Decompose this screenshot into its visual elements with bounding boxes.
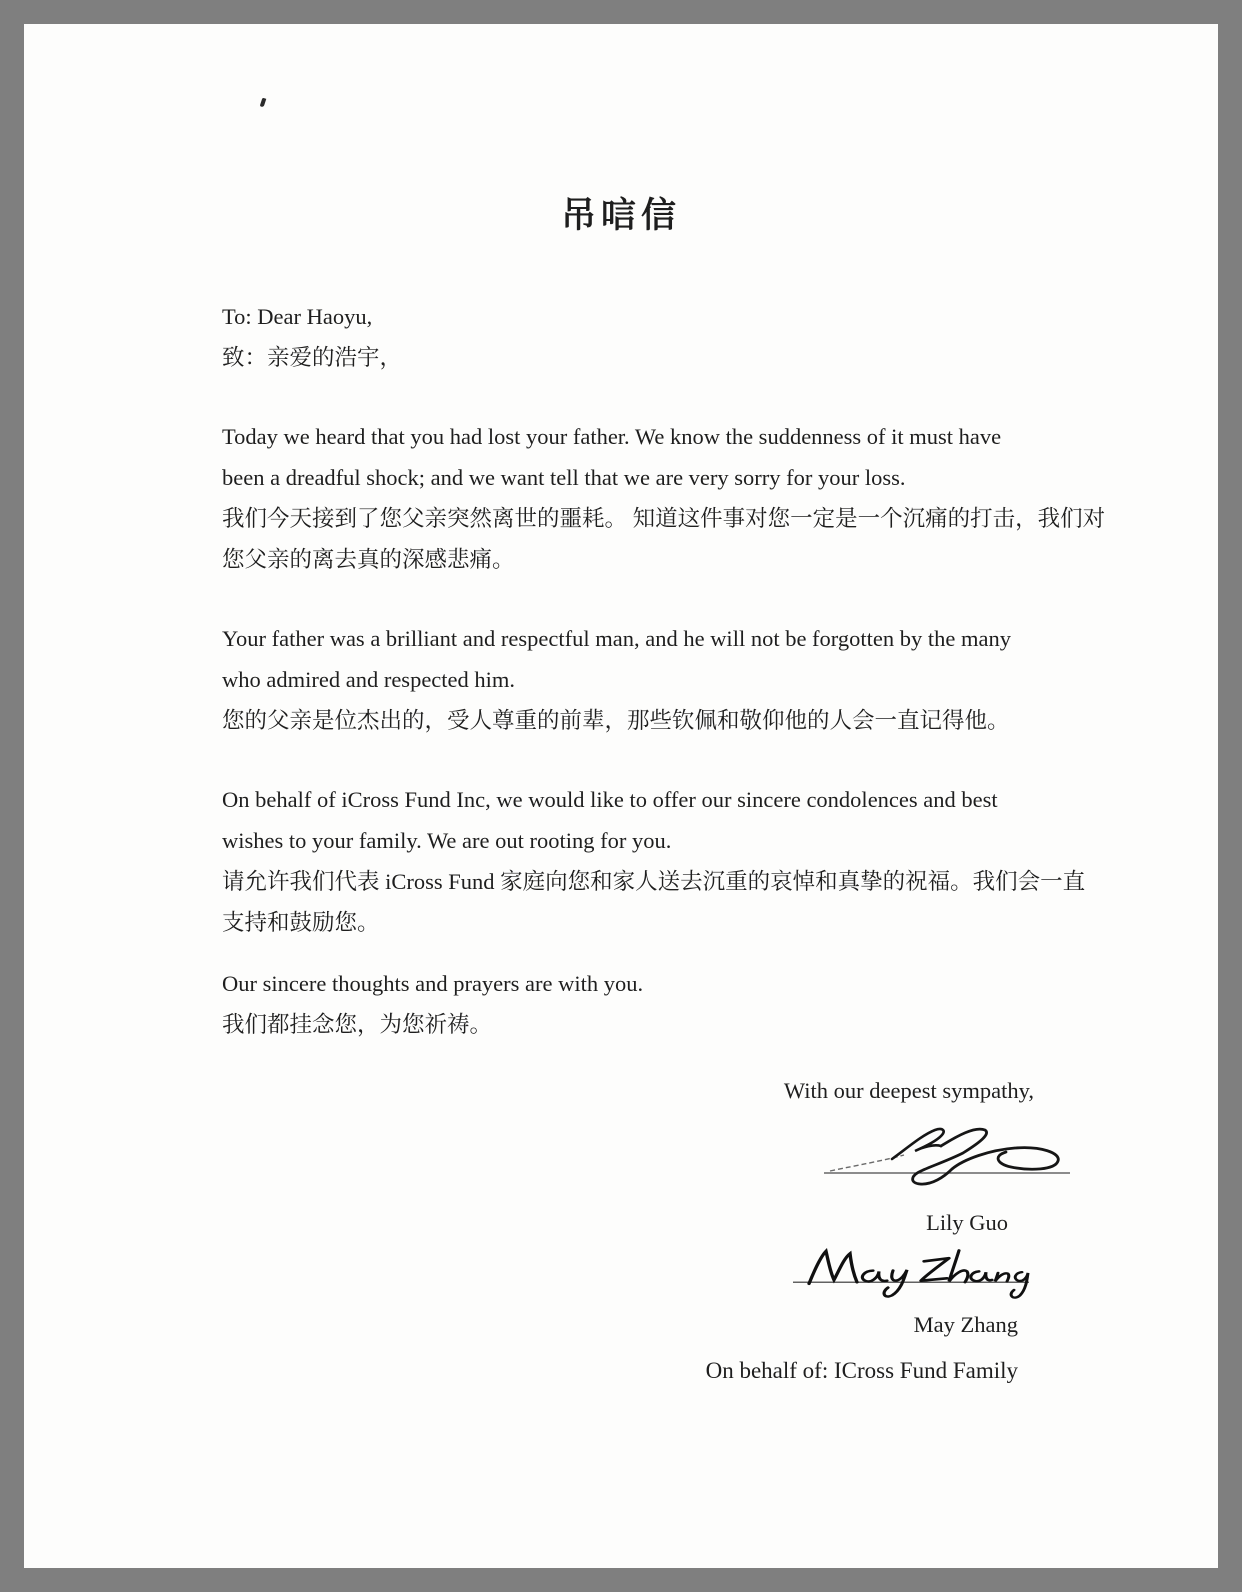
- paragraph-2: [222, 618, 1034, 741]
- viewer-background: [0, 24, 1242, 1592]
- paragraph-line: 我们今天接到了您父亲突然离世的噩耗。 知道这件事对您一定是一个沉痛的打击，我们对: [222, 506, 1106, 531]
- salutation-en: To: Dear Haoyu,: [222, 304, 373, 329]
- paragraph-4: [222, 963, 1034, 1045]
- on-behalf-text: On behalf of: ICross Fund Family: [705, 1358, 1018, 1383]
- paragraph-line: Today we heard that you had lost your father. We know the suddenness of it must have: [222, 424, 1002, 449]
- signer-name-lily-guo: Lily Guo: [926, 1210, 1008, 1235]
- letter-body: [222, 296, 1106, 1389]
- paragraph-line: 您父亲的离去真的深感悲痛。: [222, 547, 515, 572]
- paragraph-line: Your father was a brilliant and respectful man, and he will not be forgotten by the many: [222, 626, 1011, 651]
- paragraph-line: who admired and respected him.: [222, 667, 516, 692]
- paragraph-1: [222, 416, 1106, 580]
- signature-block: [222, 1070, 1034, 1389]
- paragraph-line: 我们都挂念您，为您祈祷。: [222, 1012, 493, 1037]
- paragraph-line: 支持和鼓励您。: [222, 910, 380, 935]
- paragraph-line: wishes to your family. We are out rooting for you.: [222, 828, 672, 853]
- salutation: [222, 296, 1034, 378]
- paragraph-line: 请允许我们代表 iCross Fund 家庭向您和家人送去沉重的哀悼和真挚的祝福。我们会一直: [222, 869, 1086, 894]
- closing-text: With our deepest sympathy,: [783, 1078, 1034, 1103]
- paragraph-line: Our sincere thoughts and prayers are with you.: [222, 971, 644, 996]
- paragraph-line: been a dreadful shock; and we want tell that we are very sorry for your loss.: [222, 465, 906, 490]
- paragraph-line: On behalf of iCross Fund Inc, we would like to offer our sincere condolences and best: [222, 787, 998, 812]
- signer-name-may-zhang: May Zhang: [913, 1312, 1018, 1337]
- paragraph-line: 您的父亲是位杰出的，受人尊重的前辈，那些钦佩和敬仰他的人会一直记得他。: [222, 708, 1010, 733]
- letter-title: 吊唁信: [560, 196, 681, 235]
- paragraph-3: [222, 779, 1086, 943]
- salutation-zh: 致：亲爱的浩宇，: [222, 345, 403, 370]
- may-zhang-signature-image: [793, 1245, 1038, 1307]
- letter-page: [24, 24, 1218, 1568]
- lily-guo-signature-image: [822, 1115, 1072, 1205]
